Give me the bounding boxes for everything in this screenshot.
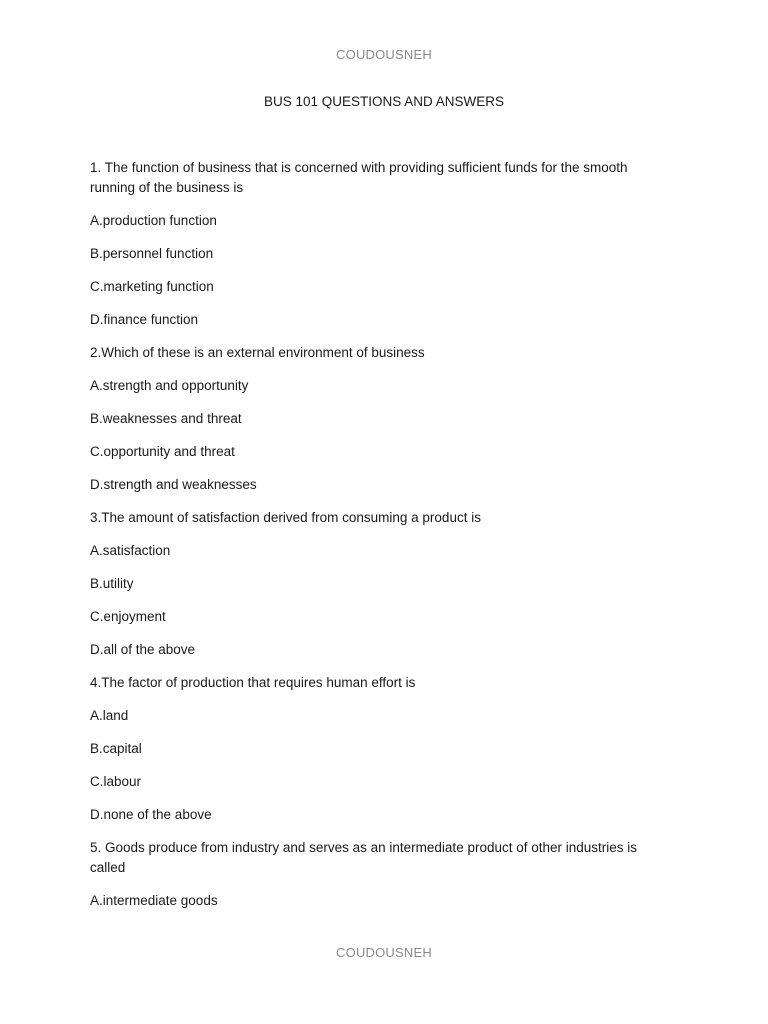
question-list: [90, 158, 670, 924]
page-footer: COUDOUSNEH: [336, 945, 432, 960]
option-1b: B.personnel function: [90, 246, 214, 261]
question-4: 4.The factor of production that requires human effort is: [90, 675, 416, 690]
option-2d: D.strength and weaknesses: [90, 477, 257, 492]
option-5a: A.intermediate goods: [90, 893, 218, 908]
option-3b: B.utility: [90, 576, 134, 591]
question-1: 1. The function of business that is concerned with providing sufficient funds for the smooth running of the business is: [90, 160, 628, 195]
question-5: 5. Goods produce from industry and serves as an intermediate product of other industries is called: [90, 840, 638, 875]
option-4d: D.none of the above: [90, 807, 212, 822]
question-3: 3.The amount of satisfaction derived from consuming a product is: [90, 510, 481, 525]
option-3c: C.enjoyment: [90, 609, 166, 624]
option-2c: C.opportunity and threat: [90, 444, 235, 459]
option-2b: B.weaknesses and threat: [90, 411, 242, 426]
option-3a: A.satisfaction: [90, 543, 171, 558]
option-2a: A.strength and opportunity: [90, 378, 249, 393]
option-4a: A.land: [90, 708, 129, 723]
question-2: 2.Which of these is an external environment of business: [90, 345, 425, 360]
option-1c: C.marketing function: [90, 279, 214, 294]
option-1d: D.finance function: [90, 312, 199, 327]
option-3d: D.all of the above: [90, 642, 196, 657]
option-1a: A.production function: [90, 213, 217, 228]
document-title: BUS 101 QUESTIONS AND ANSWERS: [263, 94, 505, 109]
page-header: COUDOUSNEH: [336, 47, 432, 62]
option-4c: C.labour: [90, 774, 142, 789]
option-4b: B.capital: [90, 741, 142, 756]
